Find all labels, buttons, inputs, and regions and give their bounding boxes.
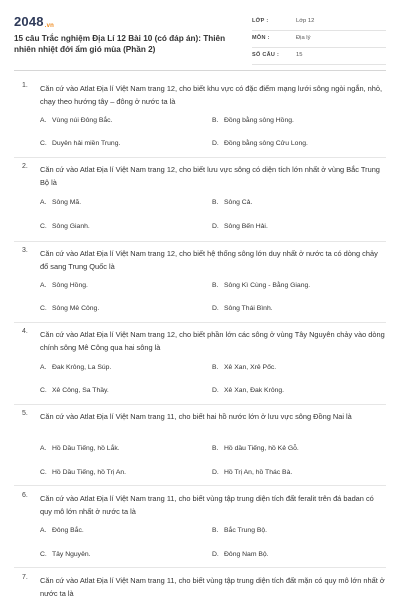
option-c[interactable] — [40, 140, 120, 147]
option-a[interactable] — [40, 527, 84, 534]
option-text: Hồ Trị An, hồ Thác Bà. — [224, 469, 293, 476]
option-text: Hồ dầu Tiếng, hồ Kẻ Gỗ. — [224, 445, 299, 452]
option-letter: B. — [212, 445, 219, 452]
question-number: 5. — [22, 410, 28, 417]
question-separator — [14, 241, 386, 242]
option-text: Xê Xan, Đak Krông. — [224, 387, 285, 394]
option-d[interactable] — [212, 387, 284, 394]
option-letter: D. — [212, 387, 219, 394]
option-text: Đông Nam Bộ. — [224, 551, 269, 558]
meta-label: LỚP : — [252, 18, 269, 24]
site-logo[interactable] — [14, 14, 54, 29]
option-letter: D. — [212, 551, 219, 558]
option-a[interactable] — [40, 199, 81, 206]
option-c[interactable] — [40, 305, 99, 312]
logo-suffix: .vn — [44, 23, 55, 29]
option-b[interactable] — [212, 445, 299, 452]
option-letter: B. — [212, 199, 219, 206]
option-text: Sông Mê Công. — [52, 305, 100, 312]
option-text: Sông Cả. — [224, 199, 253, 206]
option-d[interactable] — [212, 551, 269, 558]
option-letter: C. — [40, 387, 47, 394]
option-a[interactable] — [40, 117, 112, 124]
option-b[interactable] — [212, 527, 267, 534]
question-separator — [14, 322, 386, 323]
option-letter: C. — [40, 305, 47, 312]
option-b[interactable] — [212, 199, 252, 206]
option-letter: A. — [40, 117, 47, 124]
option-text: Hồ Dầu Tiếng, hồ Lắk. — [52, 445, 120, 452]
option-text: Xê Xan, Xrê Pốc. — [224, 364, 277, 371]
option-letter: B. — [212, 117, 219, 124]
logo-number: 2048 — [14, 14, 44, 29]
meta-value: Địa lý — [296, 35, 311, 41]
option-text: Tây Nguyên. — [52, 551, 91, 558]
question-text: Căn cứ vào Atlat Địa lí Việt Nam trang 12, cho biết hệ thống sông lớn duy nhất ở nước ta có dòng chảy đổ sang Trung Quốc là — [40, 249, 378, 271]
option-c[interactable] — [40, 469, 126, 476]
option-c[interactable] — [40, 387, 109, 394]
question-text: Căn cứ vào Atlat Địa lí Việt Nam trang 12, cho biết khu vực có đặc điểm mạng lưới sông ngòi ngắn, nhỏ, chạy theo hướng tây – đông ở nước ta là — [40, 84, 383, 106]
question-separator — [14, 404, 386, 405]
option-letter: A. — [40, 527, 47, 534]
option-letter: A. — [40, 199, 47, 206]
meta-label: MÔN : — [252, 35, 270, 41]
option-d[interactable] — [212, 305, 273, 312]
option-text: Xê Công, Sa Thầy. — [52, 387, 109, 394]
question-text: Căn cứ vào Atlat Địa lí Việt Nam trang 11, cho biết vùng tập trung diện tích đất feralit trên đá badan có quy mô lớn nhất ở nước ta là — [40, 494, 374, 516]
option-letter: A. — [40, 282, 47, 289]
option-letter: B. — [212, 364, 219, 371]
option-text: Sông Kì Cùng - Bằng Giang. — [224, 282, 311, 289]
question-number: 3. — [22, 247, 28, 254]
question-number: 1. — [22, 82, 28, 89]
option-text: Sông Hồng. — [52, 282, 88, 289]
option-text: Đồng bằng sông Hồng. — [224, 117, 294, 124]
option-letter: A. — [40, 364, 47, 371]
option-text: Duyên hải miền Trung. — [52, 140, 121, 147]
question-text: Căn cứ vào Atlat Địa lí Việt Nam trang 12, cho biết phần lớn các sông ở vùng Tây Nguyên chảy vào dòng chính sông Mê Công qua hai sông là — [40, 330, 385, 352]
option-letter: B. — [212, 282, 219, 289]
meta-row-grade — [252, 16, 386, 31]
meta-label: SỐ CÂU : — [252, 52, 280, 58]
option-letter: C. — [40, 223, 47, 230]
meta-row-count — [252, 50, 386, 65]
option-b[interactable] — [212, 364, 276, 371]
meta-row-subject — [252, 33, 386, 48]
meta-value: 15 — [296, 52, 303, 58]
option-b[interactable] — [212, 282, 310, 289]
option-text: Đak Krông, La Súp. — [52, 364, 112, 371]
option-c[interactable] — [40, 223, 90, 230]
question-text: Căn cứ vào Atlat Địa lí Việt Nam trang 12, cho biết lưu vực sông có diện tích lớn nhất ở vùng Bắc Trung Bộ là — [40, 165, 380, 187]
header-divider — [14, 70, 386, 71]
option-text: Vùng núi Đông Bắc. — [52, 117, 113, 124]
option-text: Bắc Trung Bộ. — [224, 527, 268, 534]
option-d[interactable] — [212, 140, 308, 147]
question-number: 7. — [22, 574, 28, 581]
option-d[interactable] — [212, 469, 292, 476]
option-letter: C. — [40, 551, 47, 558]
option-b[interactable] — [212, 117, 294, 124]
document-title: 15 câu Trắc nghiệm Địa Lí 12 Bài 10 (có đáp án): Thiên nhiên nhiệt đới ẩm gió mùa (Phần 2) — [14, 34, 226, 54]
question-separator — [14, 157, 386, 158]
option-letter: D. — [212, 305, 219, 312]
question-number: 6. — [22, 492, 28, 499]
option-text: Sông Bến Hải. — [224, 223, 268, 230]
option-text: Đồng bằng sông Cửu Long. — [224, 140, 308, 147]
option-letter: D. — [212, 223, 219, 230]
document-meta — [252, 16, 386, 67]
meta-value: Lớp 12 — [296, 18, 315, 24]
option-text: Sông Thái Bình. — [224, 305, 273, 312]
question-text: Căn cứ vào Atlat Địa lí Việt Nam trang 11, cho biết hai hồ nước lớn ở lưu vực sông Đồng Nai là — [40, 412, 352, 421]
option-letter: B. — [212, 527, 219, 534]
question-number: 2. — [22, 163, 28, 170]
option-text: Sông Mã. — [52, 199, 82, 206]
option-a[interactable] — [40, 282, 88, 289]
option-a[interactable] — [40, 364, 111, 371]
question-number: 4. — [22, 328, 28, 335]
option-text: Hồ Dầu Tiếng, hồ Trị An. — [52, 469, 127, 476]
question-separator — [14, 567, 386, 568]
option-letter: D. — [212, 140, 219, 147]
option-text: Đông Bắc. — [52, 527, 84, 534]
option-c[interactable] — [40, 551, 91, 558]
option-text: Sông Gianh. — [52, 223, 90, 230]
document-header — [14, 14, 386, 62]
option-letter: A. — [40, 445, 47, 452]
option-d[interactable] — [212, 223, 268, 230]
question-text: Căn cứ vào Atlat Địa lí Việt Nam trang 11, cho biết vùng tập trung diện tích đất mặn có quy mô lớn nhất ở nước ta là — [40, 576, 385, 598]
option-letter: C. — [40, 469, 47, 476]
option-letter: C. — [40, 140, 47, 147]
option-letter: D. — [212, 469, 219, 476]
option-a[interactable] — [40, 445, 120, 452]
question-separator — [14, 485, 386, 486]
